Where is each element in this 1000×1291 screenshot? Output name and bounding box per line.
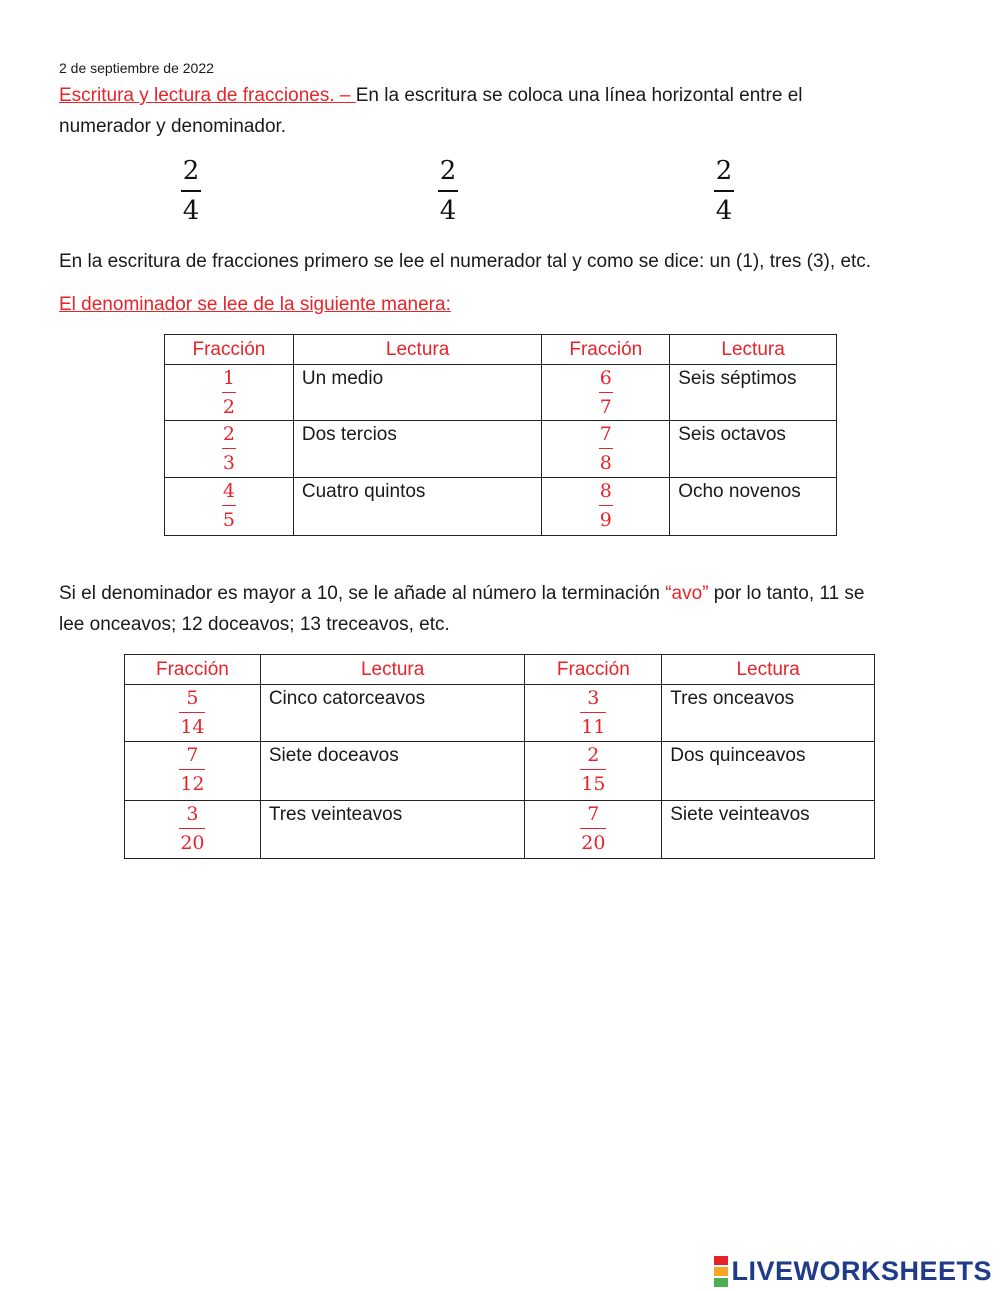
fraction-cell: 4 5 [165, 478, 294, 536]
fraction-cell: 3 20 [125, 801, 261, 859]
fractions-table-1 [164, 334, 837, 536]
example-fraction-2: 2 4 [439, 156, 457, 226]
header-fraccion: Fracción [125, 655, 261, 685]
table-row [125, 685, 875, 742]
table-row [125, 801, 875, 859]
reading-cell: Seis séptimos [670, 365, 837, 421]
header-fraccion: Fracción [525, 655, 662, 685]
paragraph-avo-line2: lee onceavos; 12 doceavos; 13 treceavos, etc. [59, 614, 450, 635]
reading-cell: Tres onceavos [662, 685, 875, 742]
fraction-cell: 7 20 [525, 801, 662, 859]
date: 2 de septiembre de 2022 [59, 60, 214, 76]
fraction-cell: 6 7 [542, 365, 670, 421]
liveworksheets-logo-icon [714, 1255, 728, 1288]
reading-cell: Dos quinceavos [662, 742, 875, 801]
liveworksheets-logo [714, 1255, 992, 1288]
liveworksheets-logo-text: LIVEWORKSHEETS [731, 1256, 992, 1286]
reading-cell: Ocho novenos [670, 478, 837, 536]
fraction-cell: 7 12 [125, 742, 261, 801]
avo-highlight: “avo” [665, 583, 709, 604]
paragraph-avo-part2: por lo tanto, 11 se [708, 583, 865, 604]
example-fraction-3: 2 4 [715, 156, 733, 226]
example-fraction-1: 2 4 [182, 156, 200, 226]
reading-cell: Cuatro quintos [293, 478, 542, 536]
header-lectura: Lectura [670, 335, 837, 365]
fraction-cell: 8 9 [542, 478, 670, 536]
section-title: Escritura y lectura de fracciones. – [59, 85, 356, 106]
table-header-row [125, 655, 875, 685]
header-fraccion: Fracción [542, 335, 670, 365]
reading-cell: Siete veinteavos [662, 801, 875, 859]
header-lectura: Lectura [260, 655, 525, 685]
header-lectura: Lectura [293, 335, 542, 365]
header-lectura: Lectura [662, 655, 875, 685]
reading-cell: Seis octavos [670, 421, 837, 478]
intro-text-line2: numerador y denominador. [59, 116, 287, 137]
fraction-cell: 5 14 [125, 685, 261, 742]
paragraph-numerator: En la escritura de fracciones primero se lee el numerador tal y como se dice: un (1), tres (3), etc. [59, 251, 872, 272]
fraction-cell: 1 2 [165, 365, 294, 421]
fraction-cell: 2 3 [165, 421, 294, 478]
fraction-cell: 3 11 [525, 685, 662, 742]
reading-cell: Cinco catorceavos [260, 685, 525, 742]
paragraph-avo [59, 578, 959, 640]
intro-text-line1: En la escritura se coloca una línea horizontal entre el [355, 85, 803, 106]
table-row [165, 365, 837, 421]
fraction-cell: 2 15 [525, 742, 662, 801]
fraction-cell: 7 8 [542, 421, 670, 478]
header-fraccion: Fracción [165, 335, 294, 365]
reading-cell: Dos tercios [293, 421, 542, 478]
intro-paragraph [59, 80, 949, 142]
table-row [125, 742, 875, 801]
table-row [165, 478, 837, 536]
reading-cell: Siete doceavos [260, 742, 525, 801]
paragraph-avo-part1: Si el denominador es mayor a 10, se le añade al número la terminación [59, 583, 666, 604]
fractions-table-2 [124, 654, 875, 859]
table-row [165, 421, 837, 478]
reading-cell: Tres veinteavos [260, 801, 525, 859]
reading-cell: Un medio [293, 365, 542, 421]
subtitle-denominator: El denominador se lee de la siguiente manera: [59, 294, 451, 315]
table-header-row [165, 335, 837, 365]
